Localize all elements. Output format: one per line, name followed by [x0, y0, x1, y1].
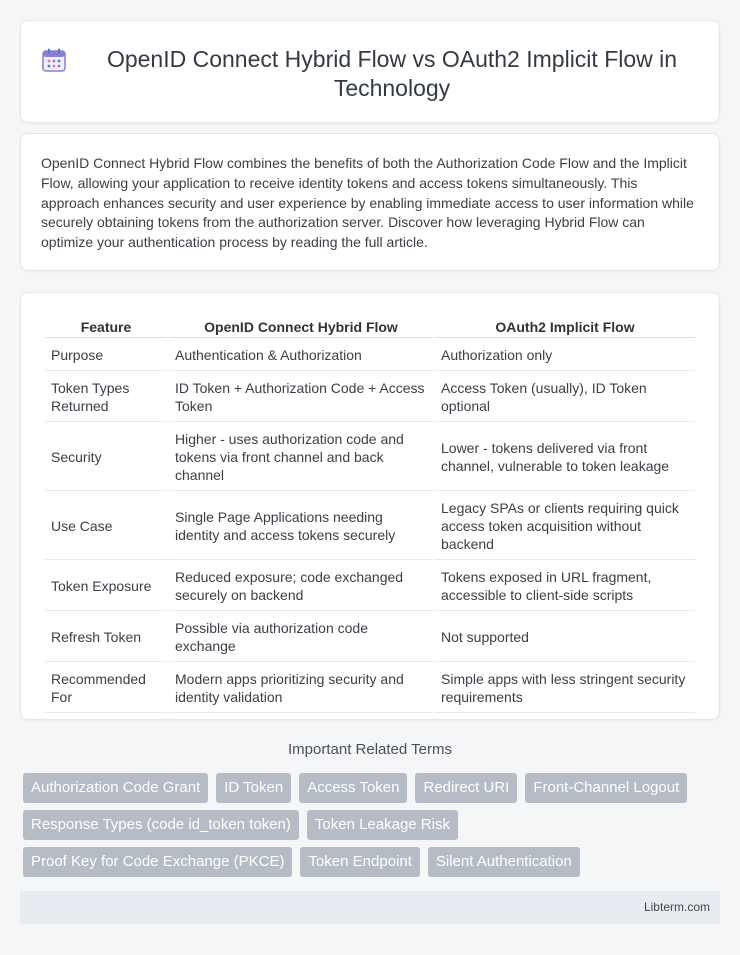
table-row: [45, 373, 695, 422]
table-row: [45, 340, 695, 371]
implicit-cell: Lower - tokens delivered via front channel, vulnerable to token leakage: [435, 424, 695, 491]
implicit-cell: Legacy SPAs or clients requiring quick access token acquisition without backend: [435, 493, 695, 560]
tag-pkce[interactable]: Proof Key for Code Exchange (PKCE): [23, 847, 292, 877]
tag-authorization-code-grant[interactable]: Authorization Code Grant: [23, 773, 208, 803]
tag-response-types[interactable]: Response Types (code id_token token): [23, 810, 299, 840]
table-row: [45, 562, 695, 611]
table-row: [45, 424, 695, 491]
page-title: OpenID Connect Hybrid Flow vs OAuth2 Implicit Flow in Technology: [106, 46, 678, 101]
feature-cell: Purpose: [45, 340, 167, 371]
table-row: [45, 613, 695, 662]
related-terms-list: [23, 773, 723, 877]
tag-redirect-uri[interactable]: Redirect URI: [415, 773, 517, 803]
hybrid-cell: Reduced exposure; code exchanged securely on backend: [169, 562, 433, 611]
title-card: [20, 20, 720, 123]
feature-cell: Token Exposure: [45, 562, 167, 611]
intro-card: [20, 133, 720, 271]
comparison-card: [20, 292, 720, 720]
hybrid-cell: Modern apps prioritizing security and identity validation: [169, 664, 433, 713]
related-terms-heading: Important Related Terms: [288, 741, 452, 758]
implicit-cell: Not supported: [435, 613, 695, 662]
header-hybrid-flow: OpenID Connect Hybrid Flow: [169, 315, 433, 338]
tag-front-channel-logout[interactable]: Front-Channel Logout: [525, 773, 687, 803]
calendar-icon: [41, 47, 67, 73]
feature-cell: Refresh Token: [45, 613, 167, 662]
tag-id-token[interactable]: ID Token: [216, 773, 291, 803]
hybrid-cell: ID Token + Authorization Code + Access Token: [169, 373, 433, 422]
feature-cell: Security: [45, 424, 167, 491]
hybrid-cell: Authentication & Authorization: [169, 340, 433, 371]
implicit-cell: Authorization only: [435, 340, 695, 371]
feature-cell: Use Case: [45, 493, 167, 560]
table-row: [45, 664, 695, 713]
tag-silent-authentication[interactable]: Silent Authentication: [428, 847, 580, 877]
table-row: [45, 493, 695, 560]
hybrid-cell: Higher - uses authorization code and tokens via front channel and back channel: [169, 424, 433, 491]
intro-paragraph: OpenID Connect Hybrid Flow combines the benefits of both the Authorization Code Flow and the Implicit Flow, allowing your application to receive identity tokens and access tokens simultaneously. This approach enhances security and user experience by enabling immediate access to user information while securely obtaining tokens from the authorization server. Discover how leveraging Hybrid Flow can optimize your authentication process by reading the full article.: [41, 155, 694, 251]
table-header-row: [45, 315, 695, 338]
implicit-cell: Simple apps with less stringent security requirements: [435, 664, 695, 713]
feature-cell: Token Types Returned: [45, 373, 167, 422]
tag-access-token[interactable]: Access Token: [299, 773, 407, 803]
hybrid-cell: Single Page Applications needing identity and access tokens securely: [169, 493, 433, 560]
implicit-cell: Tokens exposed in URL fragment, accessible to client-side scripts: [435, 562, 695, 611]
header-feature: Feature: [45, 315, 167, 338]
footer-site-link[interactable]: Libterm.com: [643, 900, 710, 914]
comparison-table: [43, 313, 697, 715]
footer: [20, 891, 720, 924]
hybrid-cell: Possible via authorization code exchange: [169, 613, 433, 662]
tag-token-endpoint[interactable]: Token Endpoint: [300, 847, 419, 877]
implicit-cell: Access Token (usually), ID Token optional: [435, 373, 695, 422]
tag-token-leakage-risk[interactable]: Token Leakage Risk: [307, 810, 458, 840]
header-implicit-flow: OAuth2 Implicit Flow: [435, 315, 695, 338]
feature-cell: Recommended For: [45, 664, 167, 713]
